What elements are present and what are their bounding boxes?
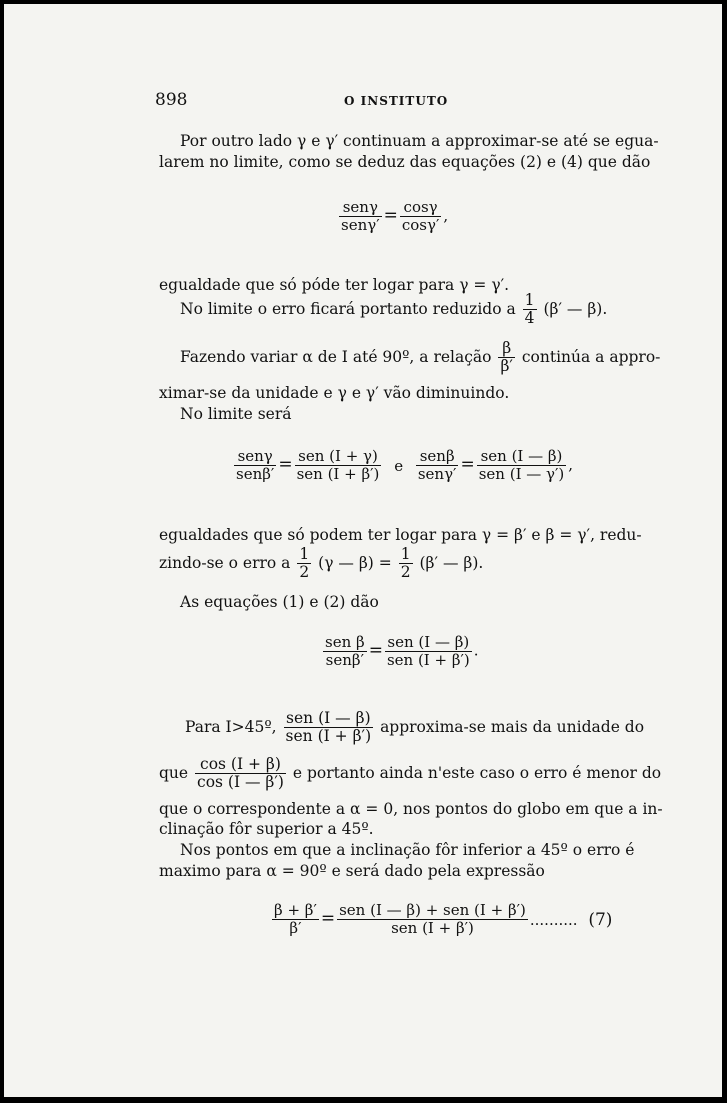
fraction: $\frac{\text{senβ}}{\text{senγ′}}$ xyxy=(417,447,457,483)
fraction: $\frac{\text{sen (I — β) + sen (I + β′)}}{\text{sen (I + β′)}}$ xyxy=(339,901,526,937)
paragraph-5-line-2: No limite será xyxy=(180,405,292,423)
fraction: $\frac{\text{sen (I + γ)}}{\text{sen (I + β′)}}$ xyxy=(296,447,380,483)
fraction: $\frac{\text{senγ}}{\text{senβ′}}$ xyxy=(236,447,275,483)
paragraph-6-line-1: egualdades que só podem ter logar para γ = β′ e β = γ′, redu- xyxy=(159,526,642,544)
paragraph-1-line-2: larem no limite, como se deduz das equações (2) e (4) que dão xyxy=(159,153,651,171)
equation-2: $\frac{\text{senγ}}{\text{senβ′}}$ = $\frac{\text{sen (I + γ)}}{\text{sen (I + β′)}}$ e $\frac{\text{senβ}}{\text{senγ′}}$ = $\frac{\text{sen (I — β)}}{\text{sen (I — γ′)}}$ , xyxy=(236,447,574,483)
equation-7: $\frac{\beta + \beta'}{\beta'}$ = $\frac{\text{sen (I — β) + sen (I + β′)}}{\text{sen (I + β′)}}$ .......... (7) xyxy=(274,901,613,937)
fraction: $\frac{1}{4}$ xyxy=(524,291,535,327)
fraction: $\frac{\text{sen (I — β)}}{\text{sen (I — γ′)}}$ xyxy=(478,447,565,483)
page xyxy=(4,4,722,1097)
paragraph-6-line-2: zindo-se o erro a $\frac{1}{2}$ (γ — β) = $\frac{1}{2}$ (β′ — β). xyxy=(159,545,484,581)
paragraph-1-line-1: Por outro lado γ e γ′ continuam a approximar-se até se egua- xyxy=(180,132,659,150)
fraction: $\frac{\text{sen (I — β)}}{\text{sen (I + β′)}}$ xyxy=(285,709,372,745)
equation-3: $\frac{\text{sen β}}{\text{senβ′}}$ = $\frac{\text{sen (I — β)}}{\text{sen (I + β′)}}$ . xyxy=(325,633,479,669)
fraction: $\frac{\text{sen β}}{\text{senβ′}}$ xyxy=(325,633,365,669)
fraction: $\frac{\text{senγ}}{\text{senγ′}}$ xyxy=(341,198,380,234)
paragraph-7-line-3: que o correspondente a α = 0, nos pontos do globo em que a in- xyxy=(159,800,663,818)
fraction: $\frac{\text{sen (I — β)}}{\text{sen (I + β′)}}$ xyxy=(386,633,470,669)
paragraph-6-line-3: As equações (1) e (2) dão xyxy=(180,593,379,611)
paragraph-7-line-2: que $\frac{\cos (I + \beta)}{\cos (I — \beta')}$ e portanto ainda n'este caso o erro é menor do xyxy=(159,755,662,791)
fraction: $\frac{\beta + \beta'}{\beta'}$ xyxy=(274,901,317,937)
fraction: $\frac{1}{2}$ xyxy=(400,545,411,581)
page-number: 898 xyxy=(155,90,188,110)
leader-dots: .......... xyxy=(529,910,578,929)
paragraph-3: No limite o erro ficará portanto reduzido a $\frac{1}{4}$ (β′ — β). xyxy=(180,291,608,327)
equation-label: (7) xyxy=(588,909,613,930)
fraction: $\frac{\beta}{\beta'}$ xyxy=(500,339,513,375)
paragraph-8-line-2: maximo para α = 90º e será dado pela expressão xyxy=(159,862,545,880)
fraction: $\frac{1}{2}$ xyxy=(299,545,310,581)
running-title: O INSTITUTO xyxy=(344,94,449,108)
equation-1: $\frac{\text{senγ}}{\text{senγ′}}$ = $\frac{\cos\gamma}{\cos\gamma'}$ , xyxy=(341,198,449,234)
paragraph-7-line-4: clinação fôr superior a 45º. xyxy=(159,820,374,838)
paragraph-5-line-1: ximar-se da unidade e γ e γ′ vão diminuindo. xyxy=(159,384,510,402)
paragraph-2: egualdade que só póde ter logar para γ = γ′. xyxy=(159,276,510,294)
paragraph-8-line-1: Nos pontos em que a inclinação fôr inferior a 45º o erro é xyxy=(180,841,635,859)
fraction: $\frac{\cos (I + \beta)}{\cos (I — \beta')}$ xyxy=(197,755,284,791)
paragraph-4: Fazendo variar α de I até 90º, a relação $\frac{\beta}{\beta'}$ continúa a appro- xyxy=(180,339,661,375)
fraction: $\frac{\cos\gamma}{\cos\gamma'}$ xyxy=(401,198,440,234)
paragraph-7-line-1: Para I>45º, $\frac{\text{sen (I — β)}}{\text{sen (I + β′)}}$ approxima-se mais da unidade do xyxy=(185,709,645,745)
